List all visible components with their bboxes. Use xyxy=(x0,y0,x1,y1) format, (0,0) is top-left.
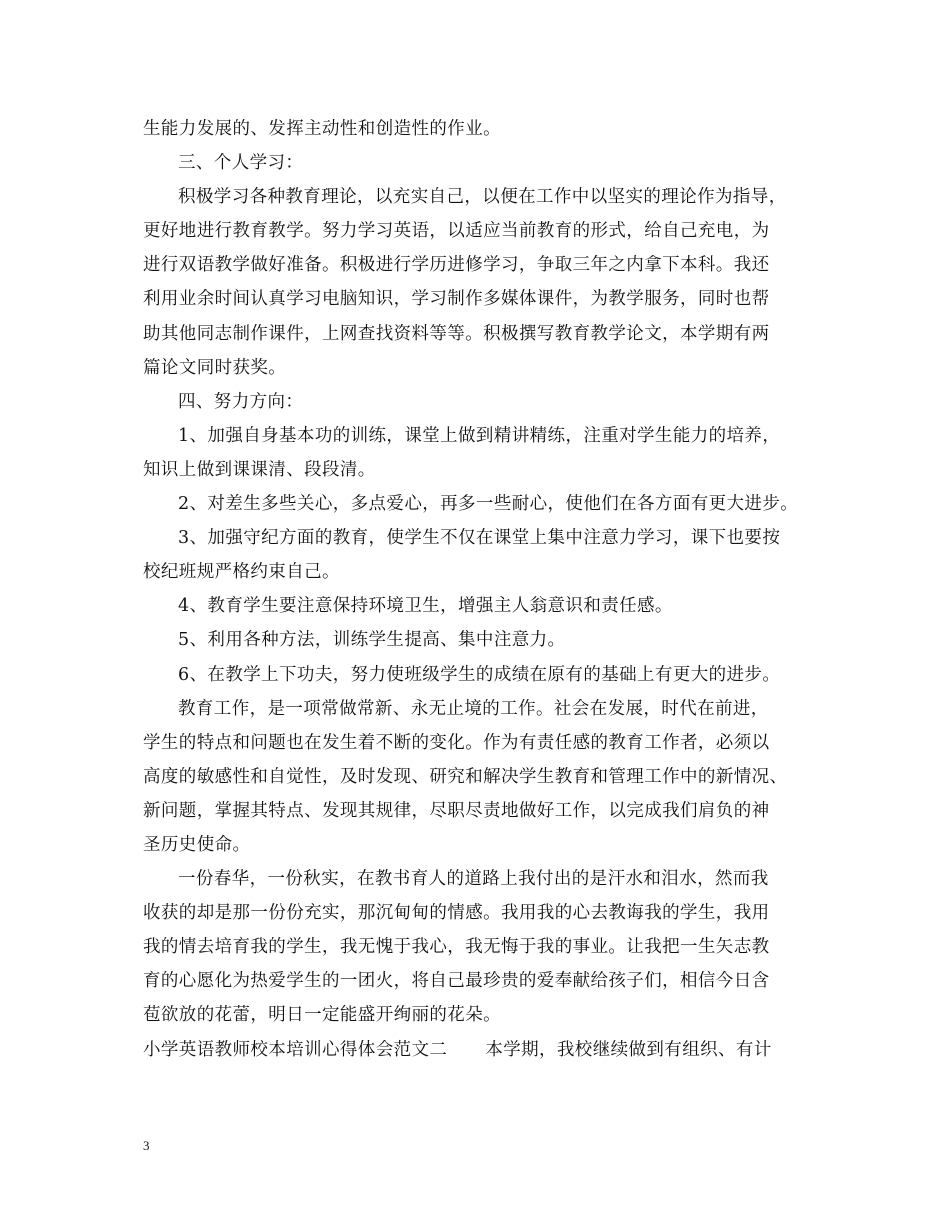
text-line: 利用业余时间认真学习电脑知识，学习制作多媒体课件，为教学服务，同时也帮 xyxy=(143,289,770,310)
article-title: 小学英语教师校本培训心得体会范文二 xyxy=(143,1039,448,1060)
text-line: 知识上做到课课清、段段清。 xyxy=(143,459,376,480)
text-line: 我的情去培育我的学生，我无愧于我心，我无悔于我的事业。让我把一生矢志教 xyxy=(143,937,770,958)
section-heading: 四、努力方向： xyxy=(178,391,304,412)
text-line: 育的心愿化为热爱学生的一团火，将自己最珍贵的爱奉献给孩子们，相信今日含 xyxy=(143,971,770,992)
text-line: 助其他同志制作课件，上网查找资料等等。积极撰写教育教学论文，本学期有两 xyxy=(143,323,770,344)
text-line: 苞欲放的花蕾，明日一定能盛开绚丽的花朵。 xyxy=(143,1005,501,1026)
page-number: 3 xyxy=(143,1138,150,1153)
text-line: 篇论文同时获奖。 xyxy=(143,357,287,378)
text-line: 生能力发展的、发挥主动性和创造性的作业。 xyxy=(143,119,501,139)
text-line: 圣历史使命。 xyxy=(143,834,251,855)
text-line: 积极学习各种教育理论，以充实自己，以便在工作中以坚实的理论作为指导， xyxy=(178,187,787,208)
text-line: 2、对差生多些关心，多点爱心，再多一些耐心，使他们在各方面有更大进步。 xyxy=(178,494,799,515)
text-line: 更好地进行教育教学。努力学习英语，以适应当前教育的形式，给自己充电，为 xyxy=(143,221,770,242)
text-line: 3、加强守纪方面的教育，使学生不仅在课堂上集中注意力学习，课下也要按 xyxy=(178,528,781,549)
text-line: 高度的敏感性和自觉性，及时发现、研究和解决学生教育和管理工作中的新情况、 xyxy=(143,766,788,787)
text-line: 教育工作，是一项常做常新、永无止境的工作。社会在发展，时代在前进， xyxy=(178,698,769,719)
text-line: 本学期，我校继续做到有组织、有计 xyxy=(485,1039,772,1060)
text-line: 5、利用各种方法，训练学生提高、集中注意力。 xyxy=(178,630,566,651)
document-body xyxy=(143,112,823,1067)
text-line: 学生的特点和问题也在发生着不断的变化。作为有责任感的教育工作者，必须以 xyxy=(143,732,770,753)
final-line xyxy=(143,1033,823,1067)
text-line: 一份春华，一份秋实，在教书育人的道路上我付出的是汗水和泪水，然而我 xyxy=(178,869,769,890)
text-line: 进行双语教学做好准备。积极进行学历进修学习，争取三年之内拿下本科。我还 xyxy=(143,255,770,276)
section-heading: 三、个人学习： xyxy=(178,153,304,174)
text-line: 4、教育学生要注意保持环境卫生，增强主人翁意识和责任感。 xyxy=(178,596,673,617)
text-line: 收获的却是那一份份充实，那沉甸甸的情感。我用我的心去教诲我的学生，我用 xyxy=(143,903,770,924)
text-line: 校纪班规严格约束自己。 xyxy=(143,562,340,583)
text-line: 1、加强自身基本功的训练，课堂上做到精讲精练，注重对学生能力的培养， xyxy=(178,425,781,446)
text-line: 新问题，掌握其特点、发现其规律，尽职尽责地做好工作，以完成我们肩负的神 xyxy=(143,800,770,821)
text-line: 6、在教学上下功夫，努力使班级学生的成绩在原有的基础上有更大的进步。 xyxy=(178,664,781,685)
